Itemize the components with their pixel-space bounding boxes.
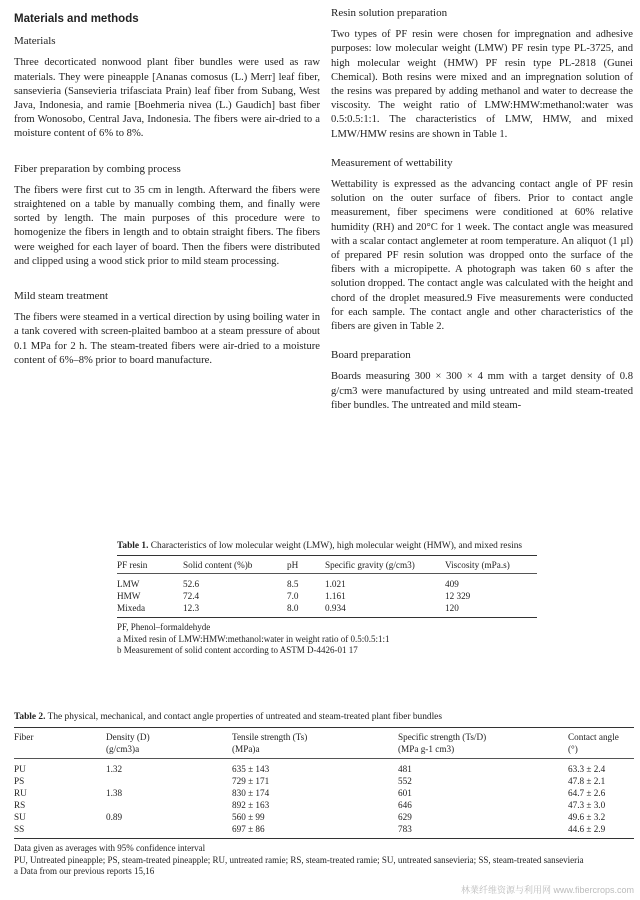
table-cell: 1.161 [325,591,346,601]
table-cell: 7.0 [287,591,299,601]
wettability-heading: Measurement of wettability [331,156,453,169]
table-2-head [14,731,634,755]
combing-heading: Fiber preparation by combing process [14,162,181,175]
table-note: b Measurement of solid content according to ASTM D-4426-01 17 [117,645,358,655]
table-row [14,763,634,775]
table-cell: RS [14,800,26,810]
table-1 [117,540,537,657]
table-row [14,787,634,799]
steam-heading: Mild steam treatment [14,290,109,303]
table-1-caption-label: Table 1. [117,541,149,551]
resin-paragraph: Two types of PF resin were chosen for impregnation and adhesive purposes: low molecular weight (LMW) PF resin type PL-3725, and high molecular weight (HMW) PF resin type PL-2818 (Gunei Chemical). Both resins were mixed and an impregnation solution of the resins was prepared by adding methanol and water to decrease the viscosity. The weight ratio of LMW:HMW:methanol:water was 0.5:0.5:1:1. The characteristics of LMW, HMW, and mixed LMW/HMW resins are shown in Table 1. [331,29,633,140]
table-cell: 552 [398,776,412,786]
table-cell: 64.7 ± 2.6 [568,788,606,798]
table-note: a Data from our previous reports 15,16 [14,866,155,876]
table-row [14,811,634,823]
table-2-header-cell [568,731,634,755]
table-cell: RU [14,788,27,798]
table-cell: SU [14,812,26,822]
table-2-header-cell [106,731,232,755]
table-2-header-cell [398,731,568,755]
table-1-grid [117,559,537,571]
table-1-header-cell: Specific gravity (g/cm3) [325,560,415,570]
table-cell: 1.021 [325,579,346,589]
table-cell: 560 ± 99 [232,812,265,822]
table-cell: LMW [117,579,140,589]
header-line-2: (g/cm3)a [106,744,140,754]
table-cell: 409 [445,579,459,589]
table-cell: 49.6 ± 3.2 [568,812,606,822]
table-cell: Mixeda [117,603,146,613]
table-cell: 8.0 [287,603,299,613]
table-2-notes [14,843,634,878]
table-cell: 44.6 ± 2.9 [568,824,606,834]
table-1-caption [117,540,537,552]
header-line-2: (°) [568,744,578,754]
table-note: PU, Untreated pineapple; PS, steam-treated pineapple; RU, untreated ramie; RS, steam-treated ramie; SU, untreated sansevieria; SS, steam-treated sansevieria [14,854,584,865]
table-2-header-row [14,731,634,755]
table-cell: HMW [117,591,141,601]
combing-paragraph: The fibers were first cut to 35 cm in length. Afterward the fibers were straightened on a table by manually combing them, and finally were sorted by length. The main purposes of this procedure were to homogenize the fibers in length and to obtain straight fibers. The fibers were weighed for each layer of board. Then the fibers were distributed and clipped using a wood stick prior to mild steam processing. [14,184,320,267]
table-2-caption-label: Table 2. [14,712,46,722]
watermark-text: 林業纤维资源与利用网 www.fibercrops.com [460,885,634,895]
table-cell: PU [14,764,26,774]
section-heading: Materials and methods [14,13,139,25]
table-note: a Mixed resin of LMW:HMW:methanol:water in weight ratio of 0.5:0.5:1:1 [117,633,390,644]
table-1-notes [117,622,537,657]
left-column [14,6,320,368]
table-cell [106,823,232,835]
table-1-header-cell: Viscosity (mPa.s) [445,560,510,570]
table-cell: PS [14,776,25,786]
table-row [14,799,634,811]
table-cell: 481 [398,764,412,774]
table-row [14,775,634,787]
table-cell: 697 ± 86 [232,824,265,834]
table-cell [106,799,232,811]
table-cell: 830 ± 174 [232,788,270,798]
table-cell: 1.38 [106,788,123,798]
table-cell: 72.4 [183,591,200,601]
steam-paragraph: The fibers were steamed in a vertical direction by using boiling water in a tank covered with screen-plaited bamboo at a steam pressure of about 0.1 MPa for 2 h. The steam-treated fibers were air-dried to a moisture content of 6%–8% prior to board manufacture. [14,312,320,366]
table-cell: 12 329 [445,591,471,601]
table-2-header-cell [232,731,398,755]
table-cell: 120 [445,603,459,613]
table-cell: 63.3 ± 2.4 [568,764,606,774]
table-row [117,602,537,614]
table-1-header-cell: Solid content (%)b [183,560,253,570]
table-cell: 0.89 [106,812,123,822]
table-row [14,823,634,835]
table-cell: 0.934 [325,603,346,613]
table-cell: 601 [398,788,412,798]
table-1-header-cell: PF resin [117,560,148,570]
table-cell: 1.32 [106,764,123,774]
table-cell [106,775,232,787]
board-paragraph: Boards measuring 300 × 300 × 4 mm with a target density of 0.8 g/cm3 were manufactured by using untreated and mild steam-treated fiber bundles. The untreated and mild steam- [331,371,633,411]
table-cell: 892 ± 163 [232,800,270,810]
table-1-header-cell: pH [287,560,299,570]
table-cell: 47.8 ± 2.1 [568,776,606,786]
table-row [117,590,537,602]
table-2-caption [14,711,634,723]
materials-heading: Materials [14,35,56,48]
table-cell: 52.6 [183,579,200,589]
table-cell: 47.3 ± 3.0 [568,800,606,810]
materials-paragraph: Three decorticated nonwood plant fiber bundles were used as raw materials. They were pineapple [Ananas comosus (L.) Merr] leaf fiber, sansevieria (Sansevieria trifasciata Prain) leaf fiber from Subang, West Java, Indonesia, and ramie [Boehmeria nivea (L.) Gaudich] bast fiber from Wonosobo, Central Java, Indonesia. The fibers were air-dried to a moisture content of 6% to 8%. [14,57,320,140]
header-line-1: Specific strength (Ts/D) [398,732,487,742]
resin-heading: Resin solution preparation [331,7,448,19]
table-2-header-cell [14,731,106,755]
header-line-2: (MPa g-1 cm3) [398,744,455,754]
table-note: PF, Phenol–formaldehyde [117,622,211,632]
table-cell: 8.5 [287,579,299,589]
table-cell: 635 ± 143 [232,764,270,774]
header-line-2: (MPa)a [232,744,260,754]
table-cell: 729 ± 171 [232,776,270,786]
table-1-body [117,578,537,614]
table-1-caption-text: Characteristics of low molecular weight (LMW), high molecular weight (HMW), and mixed resins [150,541,523,551]
table-note: Data given as averages with 95% confidence interval [14,843,206,853]
table-row [117,578,537,590]
table-cell: 646 [398,800,412,810]
table-1-header-row [117,559,537,571]
table-2-caption-text: The physical, mechanical, and contact angle properties of untreated and steam-treated plant fiber bundles [47,712,442,722]
right-column [331,6,633,413]
table-cell: SS [14,824,25,834]
header-line-1: Contact angle [568,732,619,742]
table-cell: 12.3 [183,603,200,613]
table-cell: 783 [398,824,412,834]
table-2 [14,711,634,878]
table-cell: 629 [398,812,412,822]
header-line-1: Fiber [14,732,34,742]
wettability-paragraph: Wettability is expressed as the advancing contact angle of PF resin solution on the outer surface of fibers. Prior to contact angle measurement, fiber specimens were conditioned at 60% relative humidity (RH) and 20°C for 1 week. The contact angle was measured with a scalar contact anglemeter at room temperature. An aliquot (1 µl) of prepared PF resin solution was dropped onto the surface of the fibers with a micropipette. A photograph was taken 60 s after the solution dropped. The contact angle was calculated with the height and chord of the droplet measured.9 Five measurements were conducted for each sample. The contact angle and other characteristics of the fibers are given in Table 2. [331,179,633,333]
header-line-1: Density (D) [106,732,150,742]
table-2-body [14,763,634,835]
header-line-1: Tensile strength (Ts) [232,732,308,742]
board-heading: Board preparation [331,349,411,362]
